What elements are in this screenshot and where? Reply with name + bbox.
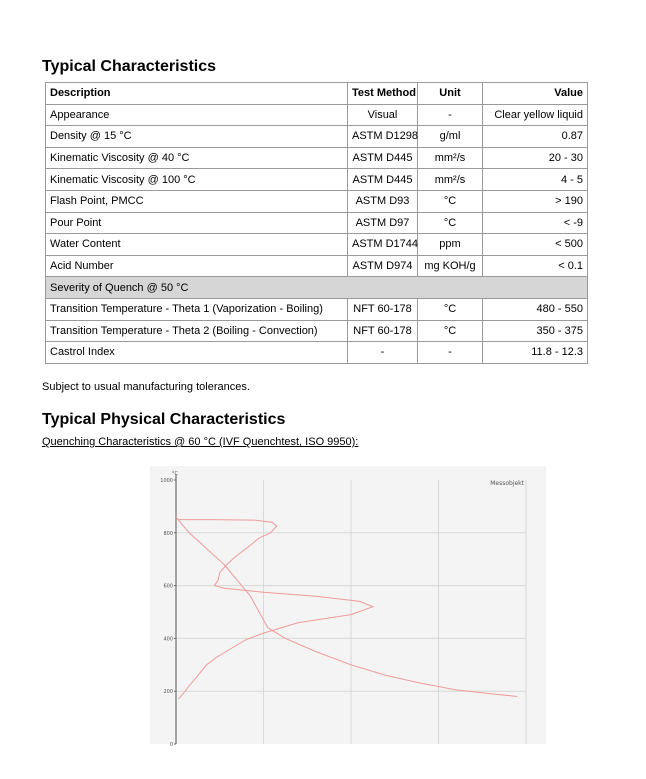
cell-description: Pour Point (46, 212, 348, 234)
cell-unit: - (418, 342, 483, 364)
cell-test-method: ASTM D974 (348, 255, 418, 277)
cell-unit: g/ml (418, 126, 483, 148)
y-axis-label: °C (172, 471, 178, 477)
cell-description: Density @ 15 °C (46, 126, 348, 148)
cell-test-method: ASTM D1298 (348, 126, 418, 148)
series-line-1 (179, 520, 373, 700)
cell-unit: ppm (418, 234, 483, 256)
cell-value: 480 - 550 (483, 298, 588, 320)
column-header-test-method: Test Method (348, 83, 418, 105)
cell-test-method: ASTM D93 (348, 190, 418, 212)
table-row (46, 342, 588, 364)
cell-unit: °C (418, 190, 483, 212)
cell-value: 0.87 (483, 126, 588, 148)
table-row (46, 212, 588, 234)
cell-description: Acid Number (46, 255, 348, 277)
section-title-typical-characteristics: Typical Characteristics (42, 58, 217, 75)
cell-unit: °C (418, 212, 483, 234)
cell-test-method: ASTM D445 (348, 147, 418, 169)
cell-value: 350 - 375 (483, 320, 588, 342)
column-header-description: Description (46, 83, 348, 105)
cell-unit: °C (418, 320, 483, 342)
cell-description: Castrol Index (46, 342, 348, 364)
cell-description: Kinematic Viscosity @ 100 °C (46, 169, 348, 191)
y-tick-label: 200 (163, 689, 173, 696)
chart-caption: Quenching Characteristics @ 60 °C (IVF Quenchtest, ISO 9950): (42, 436, 359, 448)
cell-test-method: NFT 60-178 (348, 298, 418, 320)
y-tick-label: 600 (163, 583, 173, 590)
characteristics-table (45, 82, 588, 364)
section-title-physical-characteristics: Typical Physical Characteristics (42, 411, 286, 428)
cell-description: Transition Temperature - Theta 2 (Boiling - Convection) (46, 320, 348, 342)
table-row (46, 104, 588, 126)
table-row (46, 147, 588, 169)
cell-unit: - (418, 104, 483, 126)
cell-test-method: ASTM D1744 (348, 234, 418, 256)
tolerance-note: Subject to usual manufacturing tolerances. (42, 381, 250, 393)
table-row (46, 255, 588, 277)
cell-description: Transition Temperature - Theta 1 (Vaporization - Boiling) (46, 298, 348, 320)
quench-chart-svg (150, 466, 546, 748)
cell-description: Kinematic Viscosity @ 40 °C (46, 147, 348, 169)
column-header-unit: Unit (418, 83, 483, 105)
column-header-value: Value (483, 83, 588, 105)
cell-value: Clear yellow liquid (483, 104, 588, 126)
y-tick-label: 1000 (160, 478, 173, 484)
cell-test-method: Visual (348, 104, 418, 126)
cell-value: < -9 (483, 212, 588, 234)
cell-unit: mm²/s (418, 147, 483, 169)
y-tick-label: 400 (163, 636, 173, 643)
cell-value: 4 - 5 (483, 169, 588, 191)
cell-description: Appearance (46, 104, 348, 126)
table-row (46, 320, 588, 342)
cell-value: < 500 (483, 234, 588, 256)
y-tick-label: 800 (163, 530, 173, 537)
chart-legend: Messobjekt (490, 480, 524, 487)
table-row (46, 126, 588, 148)
cell-test-method: ASTM D445 (348, 169, 418, 191)
cell-test-method: ASTM D97 (348, 212, 418, 234)
table-row (46, 190, 588, 212)
y-tick-label: 0 (169, 742, 173, 748)
cell-unit: mg KOH/g (418, 255, 483, 277)
cell-value: > 190 (483, 190, 588, 212)
table-section-row (46, 277, 588, 299)
cell-value: < 0.1 (483, 255, 588, 277)
cell-unit: °C (418, 298, 483, 320)
quench-chart (150, 466, 546, 748)
table-row (46, 169, 588, 191)
cell-value: 11.8 - 12.3 (483, 342, 588, 364)
cell-unit: mm²/s (418, 169, 483, 191)
cell-test-method: - (348, 342, 418, 364)
cell-value: 20 - 30 (483, 147, 588, 169)
cell-description: Water Content (46, 234, 348, 256)
table-row (46, 234, 588, 256)
table-row (46, 298, 588, 320)
series-line-2 (176, 517, 517, 697)
cell-test-method: NFT 60-178 (348, 320, 418, 342)
section-row-label: Severity of Quench @ 50 °C (46, 277, 588, 299)
cell-description: Flash Point, PMCC (46, 190, 348, 212)
table-header-row (46, 83, 588, 105)
